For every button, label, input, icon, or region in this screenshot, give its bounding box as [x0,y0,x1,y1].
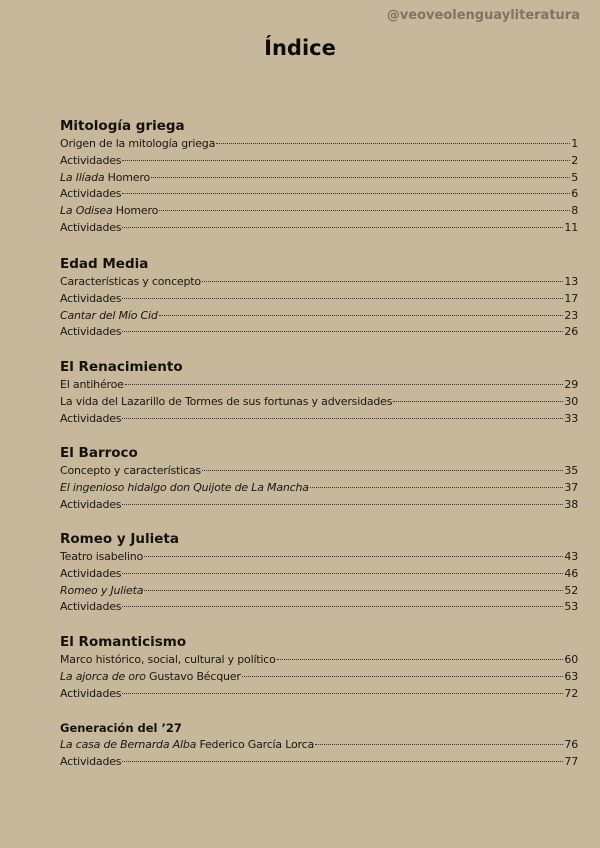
toc-entry[interactable] [60,394,578,411]
dot-leader [122,160,570,161]
toc-section [60,633,578,702]
entry-text: Actividades [60,325,122,339]
toc-section [60,117,578,237]
dot-leader [122,418,563,419]
dot-leader [144,590,563,591]
dot-leader [122,193,570,194]
entry-title-italic: La Odisea [60,204,113,218]
entry-label [60,170,150,187]
toc-entry[interactable] [60,274,578,291]
entry-label [60,669,241,686]
entry-label [60,136,215,153]
entry-label [60,186,121,203]
page-number: 77 [564,754,578,768]
section-heading: El Renacimiento [60,359,183,375]
dot-leader [122,693,563,694]
entry-label [60,754,121,771]
entry-text: Origen de la mitología griega [60,137,216,150]
page-number: 17 [564,291,578,305]
section-heading: Edad Media [60,256,149,272]
toc-entry[interactable] [60,652,578,669]
dot-leader [122,606,563,607]
entry-text: Actividades [60,411,122,425]
entry-label [60,583,143,600]
dot-leader [202,281,563,282]
dot-leader [122,331,563,332]
toc-entry[interactable] [60,549,578,566]
entry-label [60,394,392,411]
toc-entry[interactable] [60,737,578,754]
page-number: 60 [564,653,578,666]
entry-label [60,274,201,291]
entry-label [60,291,121,308]
toc-entry[interactable] [60,377,578,394]
entry-title-italic: El ingenioso hidalgo don Quijote de La Mancha [60,480,309,494]
entry-label [60,324,121,341]
toc-entry[interactable] [60,324,578,341]
section-heading: El Romanticismo [60,634,187,650]
toc-section [60,255,578,341]
entry-label [60,686,121,703]
section-heading: Generación del ’27 [60,721,182,735]
entry-text: Actividades [60,754,122,768]
toc-entry[interactable] [60,291,578,308]
page-number: 38 [564,497,578,511]
page-number: 6 [571,187,578,201]
dot-leader [122,504,563,505]
entry-text: Federico García Lorca [196,738,314,751]
entry-text: Actividades [60,566,122,580]
section-heading: Mitología griega [60,118,185,134]
page-number: 11 [564,220,578,234]
toc-entry[interactable] [60,599,578,616]
dot-leader [122,761,563,762]
page-title: Índice [264,36,336,60]
entry-label [60,497,121,514]
dot-leader [159,210,570,211]
entry-label [60,220,121,237]
page-number: 1 [571,137,578,150]
entry-text: Actividades [60,497,122,511]
toc-section [60,530,578,616]
entry-label [60,377,124,394]
toc-entry[interactable] [60,480,578,497]
page-number: 52 [564,583,578,597]
entry-text: El antihéroe [60,378,124,391]
toc-entry[interactable] [60,497,578,514]
entry-text: Actividades [60,187,122,201]
dot-leader [216,143,570,144]
dot-leader [122,573,563,574]
toc-section [60,358,578,427]
author-handle: @veoveolenguayliteratura [386,8,580,23]
entry-text: Actividades [60,291,122,305]
entry-label [60,203,158,220]
entry-title-italic: La Ilíada [60,170,105,184]
dot-leader [202,470,563,471]
toc-entry[interactable] [60,136,578,153]
entry-label [60,480,309,497]
dot-leader [393,401,563,402]
toc-entry[interactable] [60,308,578,325]
toc-entry[interactable] [60,566,578,583]
entry-text: Actividades [60,686,122,700]
page-number: 5 [571,170,578,184]
dot-leader [144,556,563,557]
entry-text: La vida del Lazarillo de Tormes de sus fortunas y adversidades [60,394,393,408]
entry-text: Características y concepto [60,275,201,288]
page-number: 76 [564,738,578,751]
dot-leader [277,659,564,660]
toc-section [60,720,578,771]
toc-entry[interactable] [60,754,578,771]
dot-leader [242,676,564,677]
entry-text: Actividades [60,153,122,167]
entry-text: Homero [104,170,150,184]
entry-text: Gustavo Bécquer [145,669,241,683]
entry-label [60,566,121,583]
page-number: 26 [564,325,578,339]
entry-title-italic: La ajorca de oro [60,669,146,683]
entry-text: Actividades [60,220,122,234]
entry-title-italic: La casa de Bernarda Alba [60,738,197,751]
entry-text: Actividades [60,600,122,614]
entry-label [60,599,121,616]
entry-label [60,737,314,754]
toc-entry[interactable] [60,203,578,220]
toc-entry[interactable] [60,583,578,600]
page-number: 30 [564,394,578,408]
toc-entry[interactable] [60,186,578,203]
page-number: 29 [564,378,578,391]
toc-entry[interactable] [60,153,578,170]
page-number: 8 [571,204,578,218]
entry-label [60,549,143,566]
toc-entry[interactable] [60,411,578,428]
entry-title-italic: Romeo y Julieta [60,583,144,597]
page-number: 72 [564,686,578,700]
dot-leader [125,384,564,385]
entry-label [60,153,121,170]
entry-text: Teatro isabelino [60,550,144,563]
entry-label [60,308,158,325]
page-number: 35 [564,464,578,477]
entry-text: Concepto y características [60,464,201,477]
section-heading: El Barroco [60,445,138,461]
page-number: 23 [564,308,578,322]
toc-section [60,444,578,513]
entry-label [60,652,276,669]
entry-text: Marco histórico, social, cultural y político [60,653,276,666]
entry-label [60,411,121,428]
toc-entry[interactable] [60,463,578,480]
dot-leader [122,227,563,228]
entry-label [60,463,201,480]
page-number: 63 [564,669,578,683]
dot-leader [151,177,570,178]
page-number: 37 [564,480,578,494]
page-number: 2 [571,153,578,167]
dot-leader [122,298,563,299]
toc-entry[interactable] [60,170,578,187]
toc-entry[interactable] [60,686,578,703]
dot-leader [159,315,564,316]
entry-text: Homero [112,204,159,218]
page-number: 46 [564,566,578,580]
entry-title-italic: Cantar del Mío Cid [60,308,158,322]
page-number: 13 [564,275,578,288]
page-number: 43 [564,550,578,563]
page-number: 33 [564,411,578,425]
toc-entry[interactable] [60,669,578,686]
toc-entry[interactable] [60,220,578,237]
section-heading: Romeo y Julieta [60,531,179,547]
page-number: 53 [564,600,578,614]
dot-leader [315,744,563,745]
dot-leader [310,487,564,488]
